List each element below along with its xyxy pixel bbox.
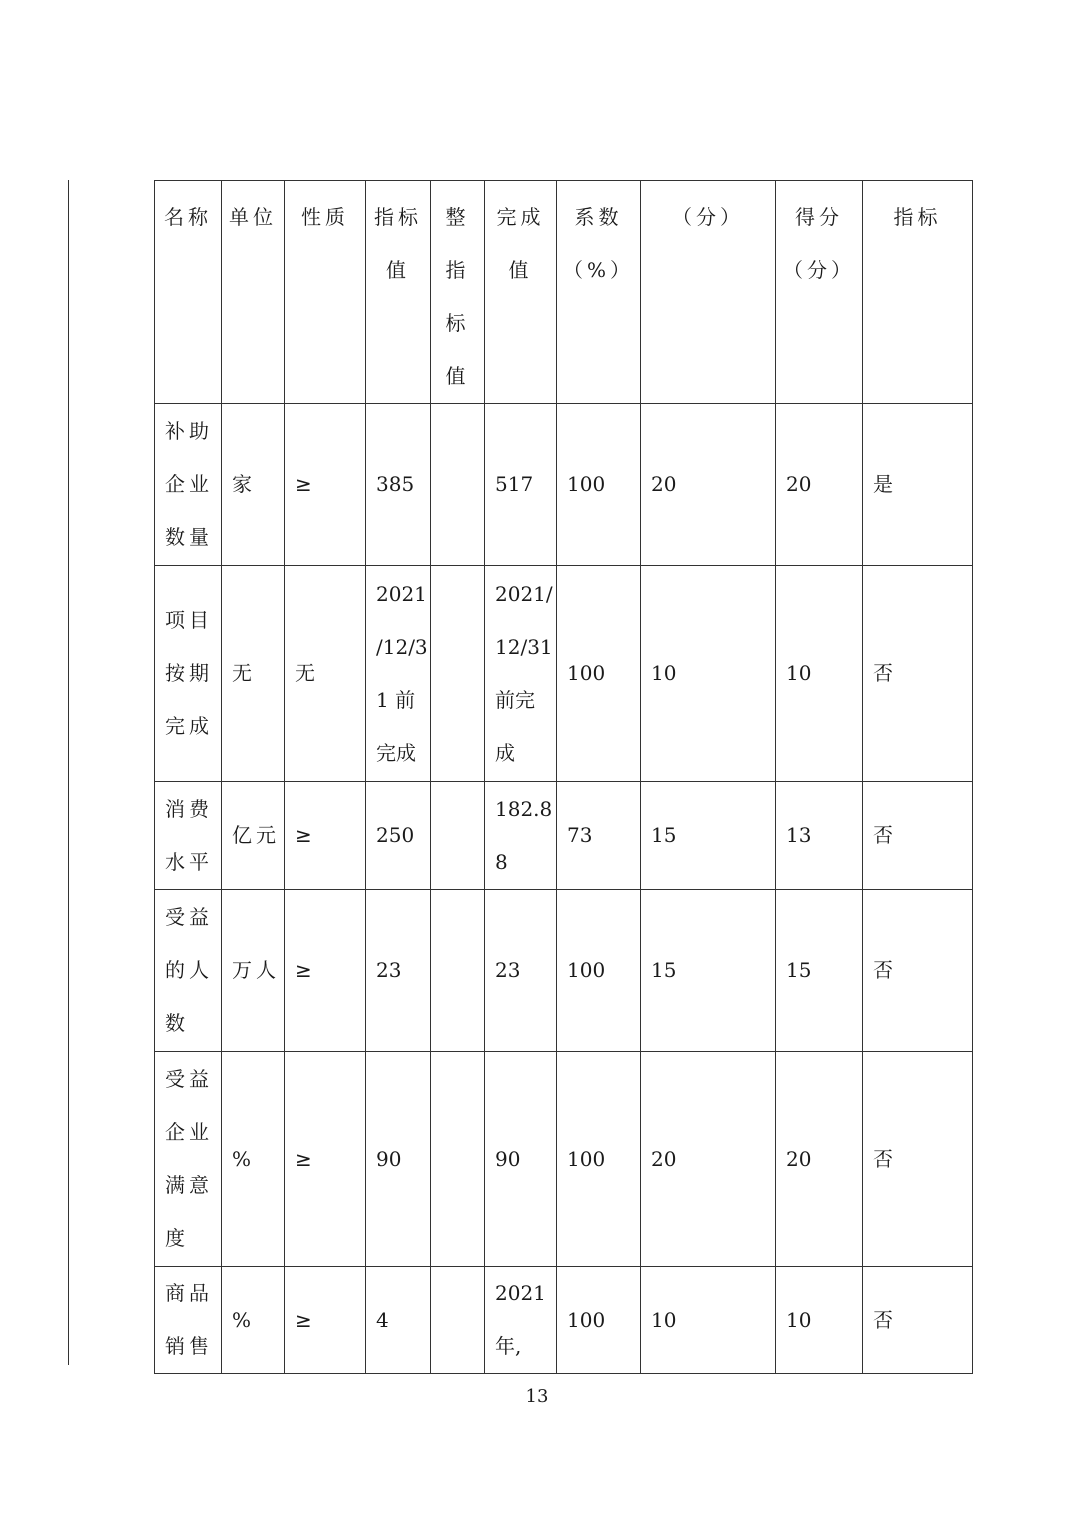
cell-score: 15 [776,890,863,1052]
header-unit: 单位 [222,181,285,404]
left-border-line [68,180,69,1365]
cell-nature: ≥ [285,1052,366,1267]
performance-indicator-table [154,180,973,1374]
cell-name: 受益 的人 数 [155,890,222,1052]
cell-name: 受益 企业 满意 度 [155,1052,222,1267]
cell-actual: 2021 年, [485,1267,557,1374]
cell-unit: % [222,1267,285,1374]
page-number: 13 [525,1386,549,1407]
cell-coefficient: 100 [557,890,641,1052]
cell-nature: ≥ [285,1267,366,1374]
cell-weight: 20 [641,1052,776,1267]
cell-actual: 182.8 8 [485,782,557,890]
cell-flag: 否 [863,566,973,782]
cell-weight: 15 [641,782,776,890]
table-row [155,1267,973,1374]
cell-coefficient: 100 [557,1267,641,1374]
cell-unit: 无 [222,566,285,782]
table-row [155,890,973,1052]
cell-actual: 2021/ 12/31 前完 成 [485,566,557,782]
cell-flag: 否 [863,890,973,1052]
table-header-row [155,181,973,404]
table-row [155,1052,973,1267]
cell-unit: 万人 [222,890,285,1052]
cell-weight: 20 [641,404,776,566]
cell-nature: ≥ [285,890,366,1052]
cell-target: 23 [366,890,431,1052]
cell-score: 20 [776,1052,863,1267]
cell-coefficient: 100 [557,1052,641,1267]
cell-nature: ≥ [285,782,366,890]
cell-unit: 亿元 [222,782,285,890]
header-target-value: 指标 值 [366,181,431,404]
cell-unit: 家 [222,404,285,566]
cell-flag: 否 [863,1267,973,1374]
cell-target: 4 [366,1267,431,1374]
cell-name: 商品 销售 [155,1267,222,1374]
cell-adjusted [431,1052,485,1267]
header-nature: 性质 [285,181,366,404]
header-adjusted-target: 整 指 标 值 [431,181,485,404]
cell-coefficient: 73 [557,782,641,890]
cell-flag: 否 [863,782,973,890]
table-row [155,782,973,890]
cell-nature: 无 [285,566,366,782]
header-actual-value: 完成 值 [485,181,557,404]
cell-weight: 10 [641,1267,776,1374]
cell-score: 20 [776,404,863,566]
cell-adjusted [431,782,485,890]
header-score: 得分 （分） [776,181,863,404]
cell-target: 90 [366,1052,431,1267]
cell-score: 10 [776,1267,863,1374]
cell-flag: 否 [863,1052,973,1267]
header-flag: 指标 [863,181,973,404]
cell-adjusted [431,890,485,1052]
table-row [155,404,973,566]
header-coefficient: 系数 （%） [557,181,641,404]
cell-actual: 90 [485,1052,557,1267]
cell-name: 项目 按期 完成 [155,566,222,782]
cell-unit: % [222,1052,285,1267]
cell-nature: ≥ [285,404,366,566]
cell-target: 385 [366,404,431,566]
header-weight: （分） [641,181,776,404]
cell-flag: 是 [863,404,973,566]
cell-adjusted [431,1267,485,1374]
cell-coefficient: 100 [557,404,641,566]
cell-adjusted [431,404,485,566]
header-indicator-name: 名称 [155,181,222,404]
cell-score: 10 [776,566,863,782]
cell-actual: 517 [485,404,557,566]
cell-name: 消费 水平 [155,782,222,890]
cell-weight: 15 [641,890,776,1052]
cell-name: 补助 企业 数量 [155,404,222,566]
cell-coefficient: 100 [557,566,641,782]
cell-adjusted [431,566,485,782]
cell-target: 250 [366,782,431,890]
cell-weight: 10 [641,566,776,782]
table-row [155,566,973,782]
cell-score: 13 [776,782,863,890]
cell-actual: 23 [485,890,557,1052]
cell-target: 2021 /12/3 1 前 完成 [366,566,431,782]
